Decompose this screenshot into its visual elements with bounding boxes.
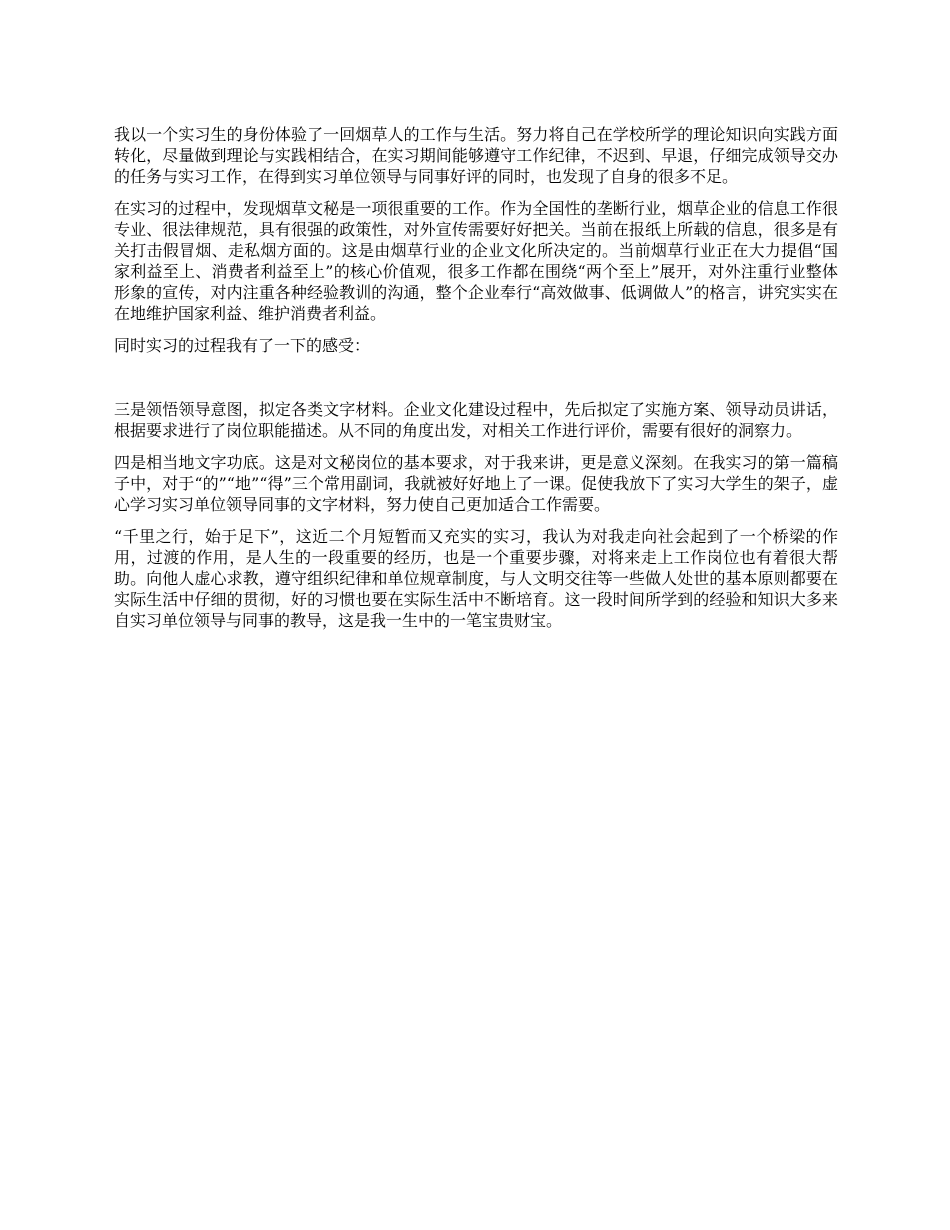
paragraph-conclusion: “千里之行，始于足下”，这近二个月短暂而又充实的实习，我认为对我走向社会起到了一个桥梁的作用，过渡的作用，是人生的一段重要的经历，也是一个重要步骤，对将来走上工作岗位也有着很大帮助。向他人虚心求教，遵守组织纪律和单位规章制度，与人文明交往等一些做人处世的基本原则都要在实际生活中仔细的贯彻，好的习惯也要在实际生活中不断培育。这一段时间所学到的经验和知识大多来自实习单位领导与同事的教导，这是我一生中的一笔宝贵财宝。 [114, 527, 838, 630]
paragraph-feelings-intro: 同时实习的过程我有了一下的感受： [114, 336, 371, 355]
blank-gap [114, 367, 838, 399]
paragraph-intro: 我以一个实习生的身份体验了一回烟草人的工作与生活。努力将自己在学校所学的理论知识向实践方面转化，尽量做到理论与实践相结合，在实习期间能够遵守工作纪律，不迟到、早退，仔细完成领导交办的任务与实习工作，在得到实习单位领导与同事好评的同时，也发现了自身的很多不足。 [114, 125, 838, 186]
paragraph-tobacco-secretary: 在实习的过程中，发现烟草文秘是一项很重要的工作。作为全国性的垄断行业，烟草企业的信息工作很专业、很法律规范，具有很强的政策性，对外宣传需要好好把关。当前在报纸上所载的信息，很多是有关打击假冒烟、走私烟方面的。这是由烟草行业的企业文化所决定的。当前烟草行业正在大力提倡“国家利益至上、消费者利益至上”的核心价值观，很多工作都在围绕“两个至上”展开，对外注重行业整体形象的宣传，对内注重各种经验教训的沟通，整个企业奉行“高效做事、低调做人”的格言，讲究实实在在地维护国家利益、维护消费者利益。 [114, 199, 838, 323]
paragraph-point-four: 四是相当地文字功底。这是对文秘岗位的基本要求，对于我来讲，更是意义深刻。在我实习的第一篇稿子中，对于“的”“地”“得”三个常用副词，我就被好好地上了一课。促使我放下了实习大学生的架子，虚心学习实习单位领导同事的文字材料，努力使自己更加适合工作需要。 [114, 453, 838, 514]
paragraph-point-three: 三是领悟领导意图，拟定各类文字材料。企业文化建设过程中，先后拟定了实施方案、领导动员讲话，根据要求进行了岗位职能描述。从不同的角度出发，对相关工作进行评价，需要有很好的洞察力。 [114, 400, 838, 440]
document-body [114, 124, 838, 642]
